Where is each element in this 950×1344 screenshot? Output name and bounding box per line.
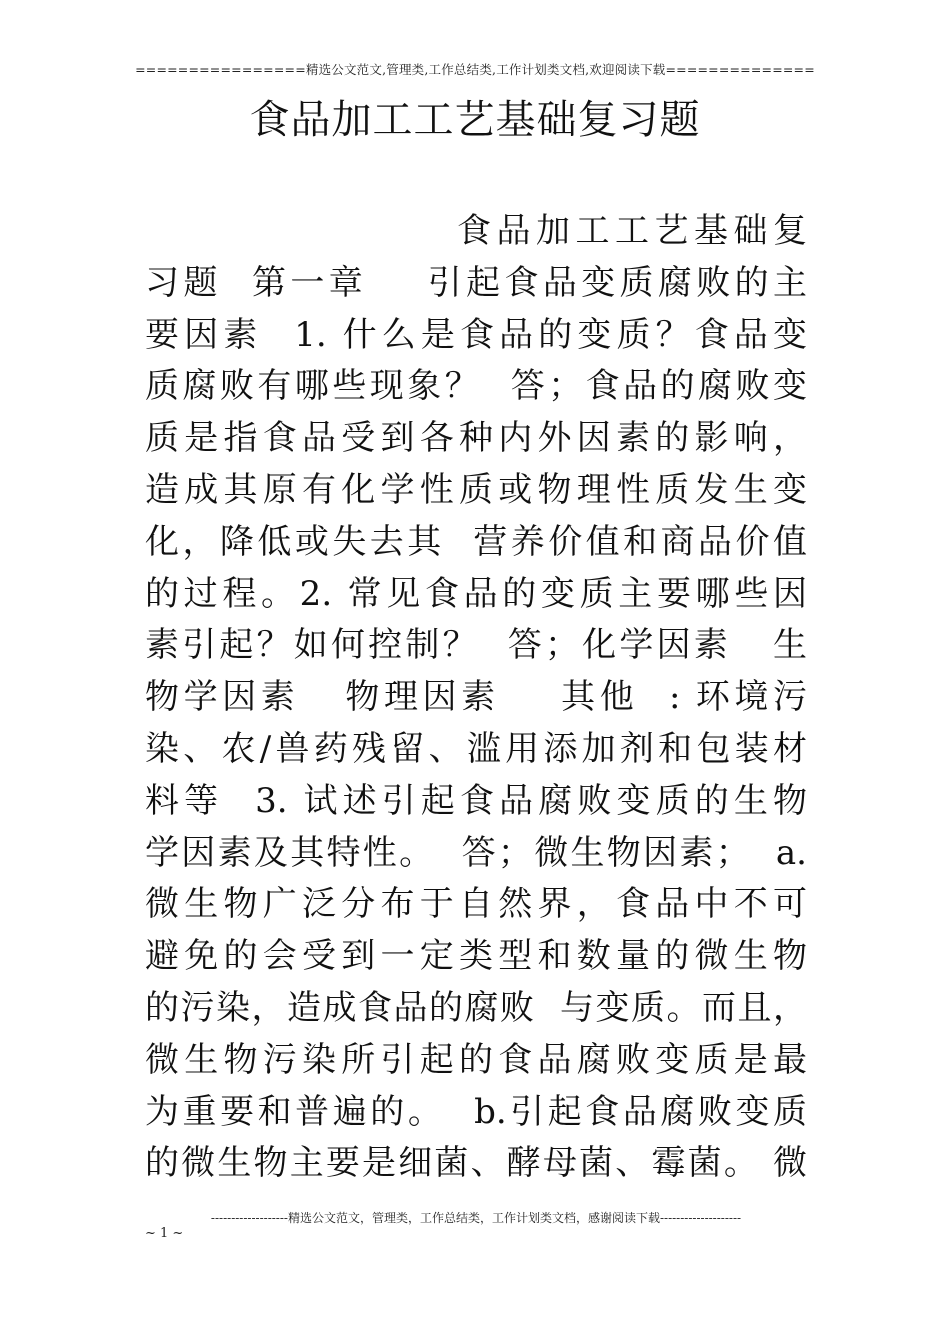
body-line: 学因素及其特性。 答；微生物因素； a. <box>145 832 807 873</box>
body-line: 造成其原有化学性质或物理性质发生变 <box>145 469 807 510</box>
body-line: 要因素 1. 什么是食品的变质？食品变 <box>145 314 807 355</box>
body-line: 化，降低或失去其 营养价值和商品价值 <box>145 521 807 562</box>
body-line: 质腐败有哪些现象？ 答；食品的腐败变 <box>145 366 807 407</box>
body-line: 素引起？如何控制？ 答；化学因素 生 <box>145 625 807 666</box>
body-line: 染、农/兽药残留、滥用添加剂和包装材 <box>145 728 807 769</box>
body-line: 微生物污染所引起的食品腐败变质是最 <box>145 1039 807 1080</box>
footer-banner: -------------------精选公文范文，管理类，工作总结类，工作计划类文档，感谢阅读下载-------------------- <box>210 1211 742 1225</box>
body-line: 微生物广泛分布于自然界，食品中不可 <box>145 884 807 925</box>
body-line: 的污染，造成食品的腐败 与变质。而且， <box>145 987 807 1028</box>
body-line: 习题 第一章 引起食品变质腐败的主 <box>145 262 807 303</box>
document-body <box>145 206 807 1190</box>
page-number: ~ 1 ~ <box>145 1226 184 1241</box>
body-line: 避免的会受到一定类型和数量的微生物 <box>145 936 807 977</box>
body-line: 食品加工工艺基础复 <box>457 211 807 251</box>
body-line: 料等 3. 试述引起食品腐败变质的生物 <box>145 780 807 821</box>
body-line: 的过程。2. 常见食品的变质主要哪些因 <box>145 573 807 614</box>
body-line: 质是指食品受到各种内外因素的影响， <box>145 418 807 459</box>
body-line: 为重要和普遍的。 b.引起食品腐败变质 <box>145 1091 807 1132</box>
body-line: 物学因素 物理因素 其他 : 环境污 <box>145 677 807 718</box>
document-title: 食品加工工艺基础复习题 <box>249 97 701 143</box>
body-line: 的微生物主要是细菌、酵母菌、霉菌。 微 <box>145 1143 807 1184</box>
header-banner: ================精选公文范文,管理类,工作总结类,工作计划类文档,欢迎阅读下载============== <box>135 62 815 77</box>
